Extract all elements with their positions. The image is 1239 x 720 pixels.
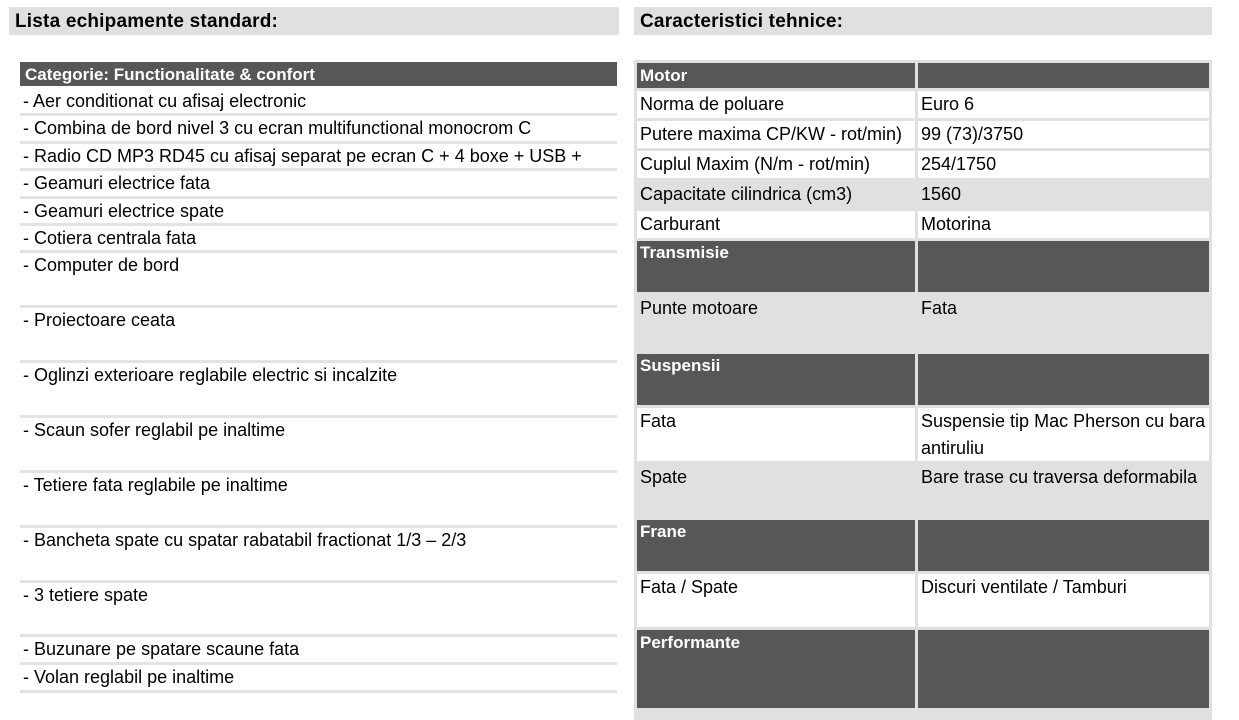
spec-label: Cuplul Maxim (N/m - rot/min)	[637, 151, 915, 178]
table-row	[637, 151, 1212, 178]
spec-label: Fata	[637, 408, 915, 461]
table-row	[637, 91, 1212, 118]
section-blank-cell	[918, 241, 1209, 292]
section-row-motor	[637, 63, 1212, 88]
spec-value: Discuri ventilate / Tamburi	[918, 574, 1209, 627]
spec-value: Euro 6	[918, 91, 1209, 118]
list-item: - 3 tetiere spate	[20, 583, 617, 637]
list-item: - Computer de bord	[20, 253, 617, 308]
spec-value: Motorina	[918, 211, 1209, 238]
list-item: - Volan reglabil pe inaltime	[20, 665, 617, 693]
spec-value: Bare trase cu traversa deformabila	[918, 464, 1209, 517]
spec-value: Suspensie tip Mac Pherson cu bara antiruliu	[918, 408, 1209, 461]
table-row	[637, 295, 1212, 351]
list-item: - Proiectoare ceata	[20, 308, 617, 363]
section-row-suspensii	[637, 354, 1212, 405]
spec-label: Fata / Spate	[637, 574, 915, 627]
list-item: - Aer conditionat cu afisaj electronic	[20, 89, 617, 116]
section-title: Frane	[637, 520, 915, 571]
spec-label: Punte motoare	[637, 295, 915, 351]
table-row	[637, 464, 1212, 517]
spec-value: 1560	[918, 181, 1209, 208]
equipment-list	[20, 62, 617, 693]
spec-label: Carburant	[637, 211, 915, 238]
section-blank-cell	[918, 520, 1209, 571]
section-blank-cell	[918, 630, 1209, 708]
list-item: - Oglinzi exterioare reglabile electric si incalzite	[20, 363, 617, 418]
table-row	[637, 408, 1212, 461]
spec-value: 254/1750	[918, 151, 1209, 178]
list-item: - Bancheta spate cu spatar rabatabil fractionat 1/3 – 2/3	[20, 528, 617, 583]
table-row	[637, 211, 1212, 238]
spec-label: Spate	[637, 464, 915, 517]
equipment-section-title: Lista echipamente standard:	[9, 7, 619, 35]
section-title: Motor	[637, 63, 915, 88]
section-blank-cell	[918, 63, 1209, 88]
spec-label: Capacitate cilindrica (cm3)	[637, 181, 915, 208]
tech-section-title: Caracteristici tehnice:	[634, 7, 1212, 35]
table-row	[637, 574, 1212, 627]
list-item: - Tetiere fata reglabile pe inaltime	[20, 473, 617, 528]
table-row	[637, 181, 1212, 208]
equipment-category-header: Categorie: Functionalitate & confort	[20, 62, 617, 86]
section-row-frane	[637, 520, 1212, 571]
tech-specs-table	[634, 60, 1212, 720]
section-row-transmisie	[637, 241, 1212, 292]
list-item: - Geamuri electrice spate	[20, 199, 617, 226]
section-title: Transmisie	[637, 241, 915, 292]
list-item: - Buzunare pe spatare scaune fata	[20, 637, 617, 665]
list-item: - Geamuri electrice fata	[20, 171, 617, 199]
spec-label: Putere maxima CP/KW - rot/min)	[637, 121, 915, 148]
spec-value: 99 (73)/3750	[918, 121, 1209, 148]
table-row	[637, 121, 1212, 148]
spec-label: Norma de poluare	[637, 91, 915, 118]
list-item: - Scaun sofer reglabil pe inaltime	[20, 418, 617, 473]
section-title: Suspensii	[637, 354, 915, 405]
list-item: - Radio CD MP3 RD45 cu afisaj separat pe ecran C + 4 boxe + USB +	[20, 144, 617, 171]
section-row-performante	[637, 630, 1212, 708]
list-item: - Combina de bord nivel 3 cu ecran multifunctional monocrom C	[20, 116, 617, 144]
list-item: - Cotiera centrala fata	[20, 226, 617, 253]
section-blank-cell	[918, 354, 1209, 405]
section-title: Performante	[637, 630, 915, 708]
spec-value: Fata	[918, 295, 1209, 351]
